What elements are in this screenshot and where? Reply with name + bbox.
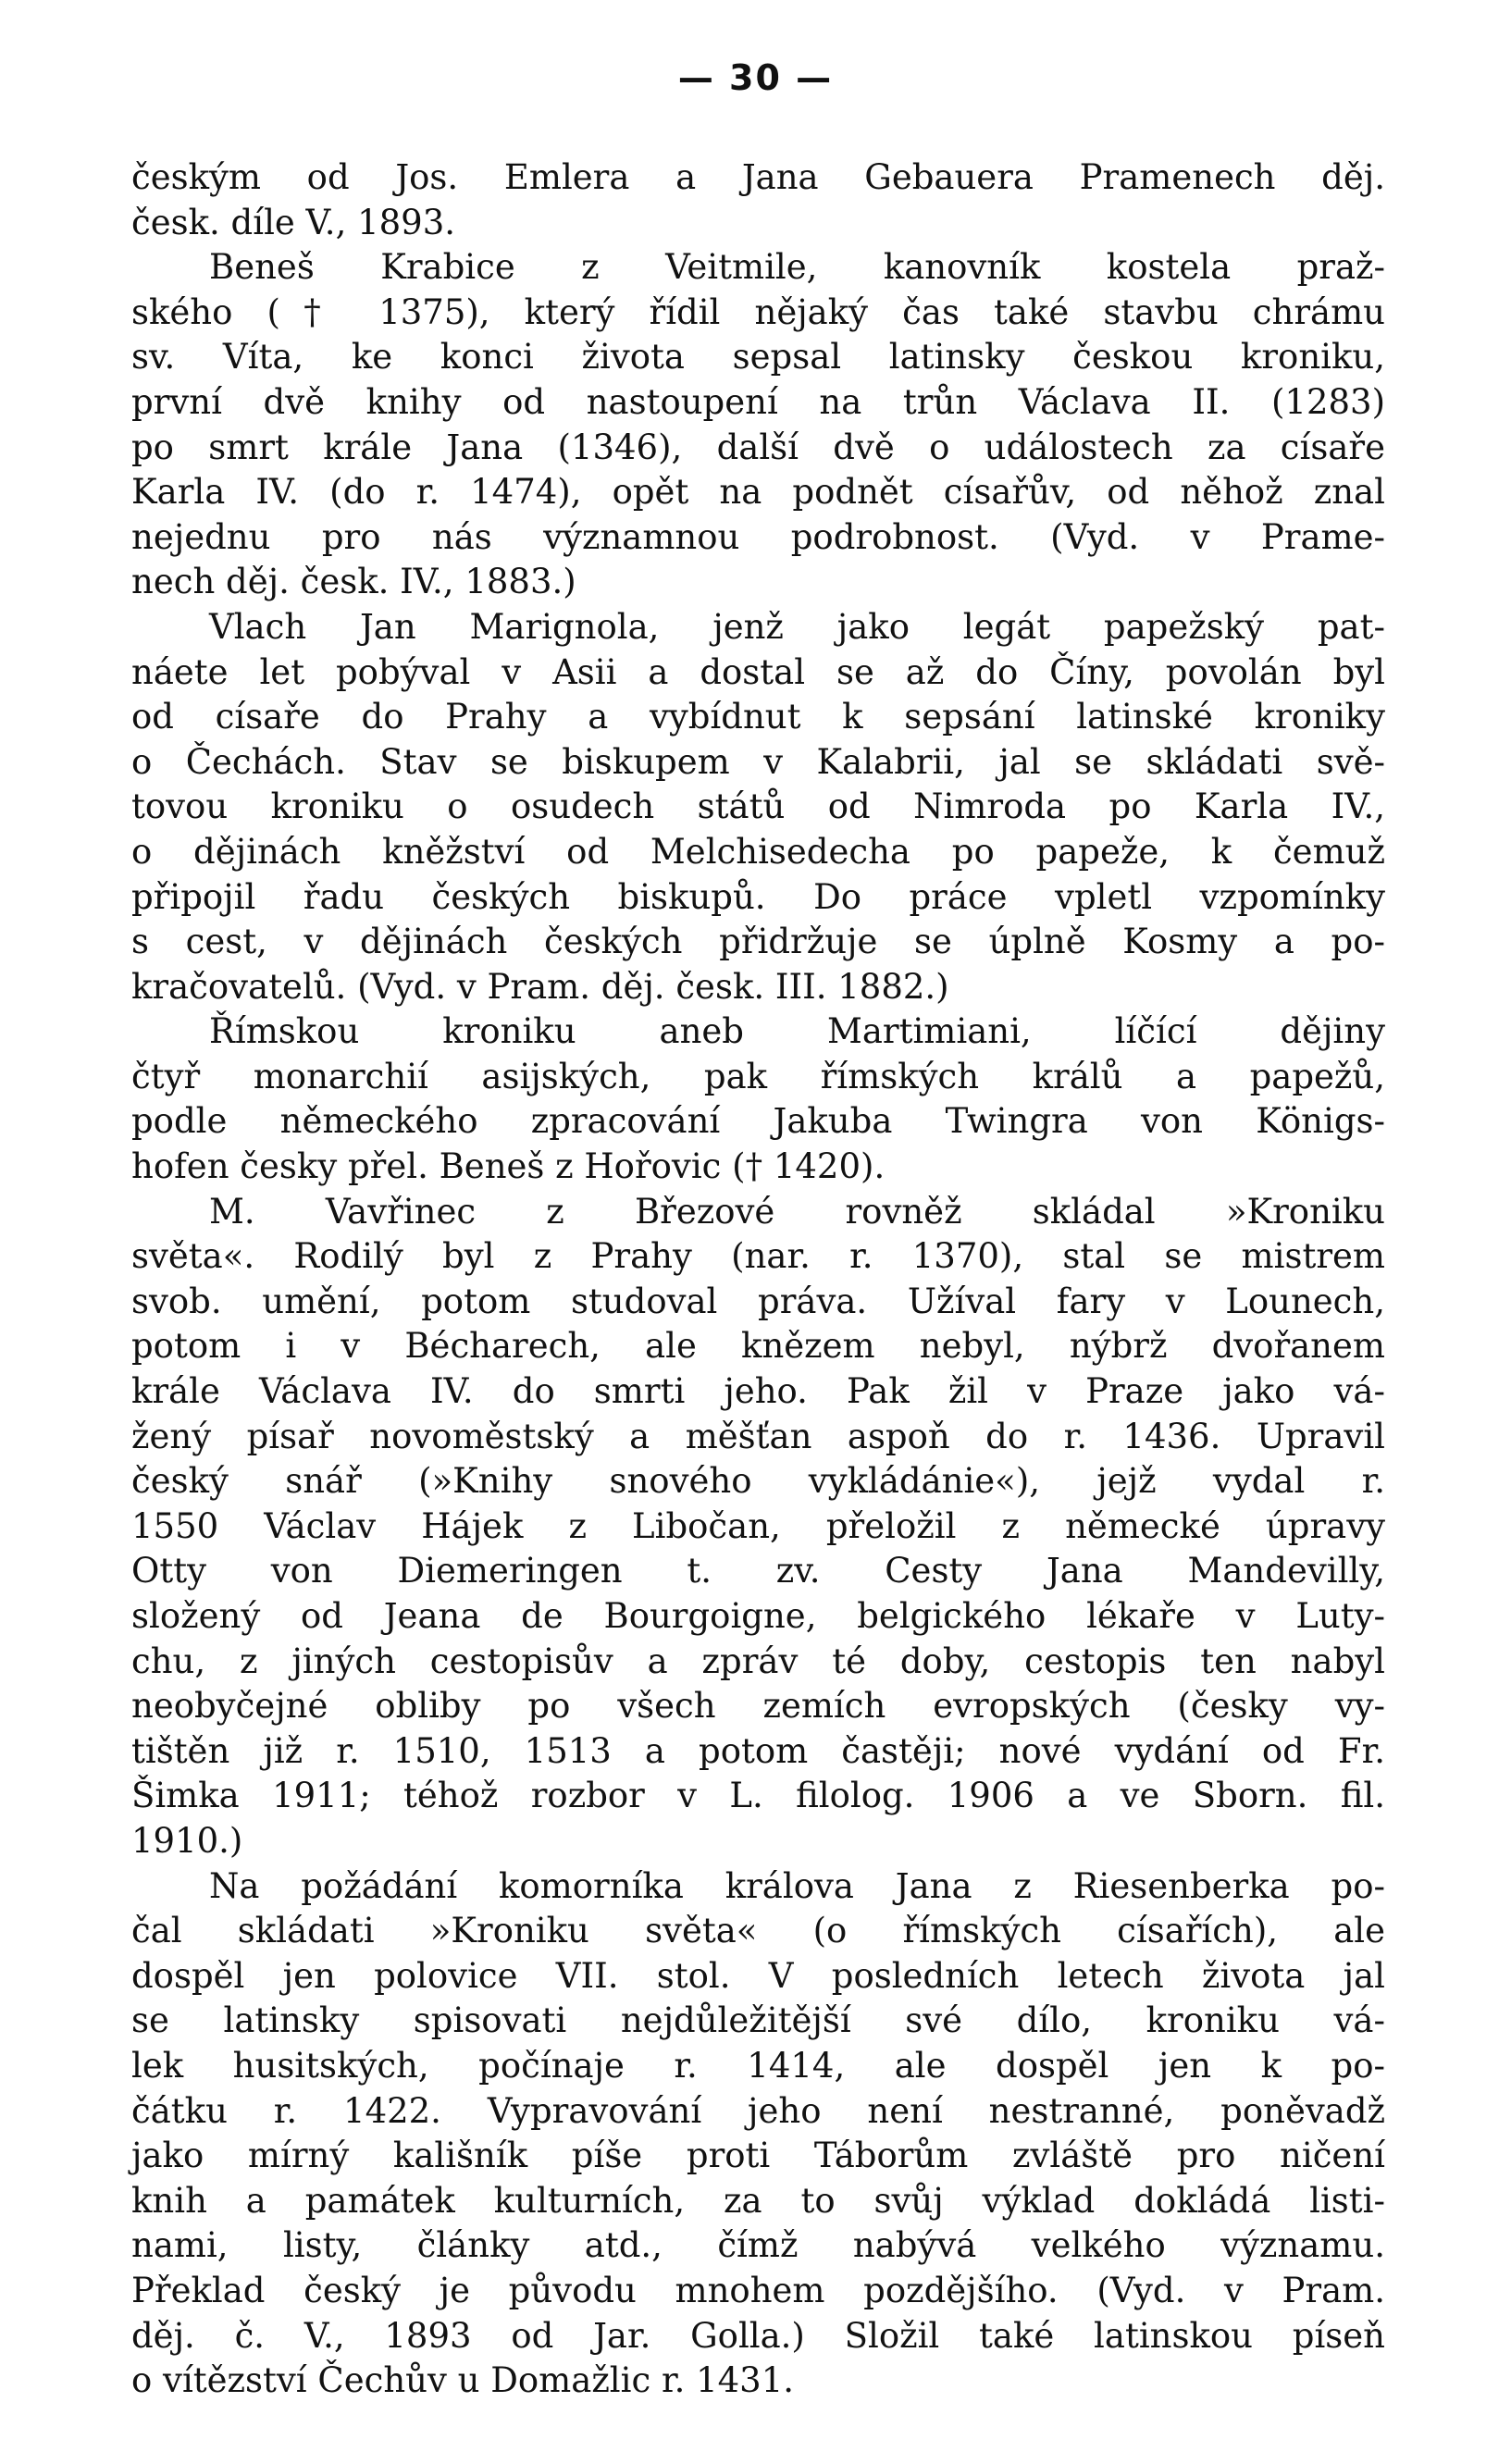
body-text — [131, 155, 1385, 2404]
text-line: první dvě knihy od nastoupení na trůn Václava II. (1283) — [131, 381, 1385, 422]
text-line: o vítězství Čechův u Domažlic r. 1431. — [131, 2360, 795, 2401]
text-line: svob. umění, potom studoval práva. Užíval fary v Lounech, — [131, 1281, 1385, 1321]
text-line: jako mírný kališník píše proti Táborům zvláště pro ničení — [131, 2136, 1385, 2176]
text-line: Šimka 1911; téhož rozbor v L. filolog. 1906 a ve Sborn. fil. — [131, 1776, 1385, 1816]
text-line: Vlach Jan Marignola, jenž jako legát papežský pat- — [209, 606, 1385, 647]
text-line: česk. díle V., 1893. — [131, 202, 456, 242]
text-line: žený písař novoměstský a měšťan aspoň do r. 1436. Upravil — [131, 1416, 1385, 1456]
text-line: Na požádání komorníka králova Jana z Riesenberka po- — [209, 1865, 1385, 1906]
text-line: Římskou kroniku aneb Martimiani, líčící dějiny — [209, 1011, 1385, 1052]
text-line: českým od Jos. Emlera a Jana Gebauera Pramenech děj. — [131, 157, 1385, 197]
text-line: sv. Víta, ke konci života sepsal latinsky českou kroniku, — [131, 337, 1385, 378]
text-line: děj. č. V., 1893 od Jar. Golla.) Složil také latinskou píseň — [131, 2315, 1385, 2356]
text-line: krále Václava IV. do smrti jeho. Pak žil v Praze jako vá- — [131, 1371, 1385, 1412]
text-line: 1550 Václav Hájek z Libočan, přeložil z německé úpravy — [131, 1505, 1385, 1546]
text-line: Karla IV. (do r. 1474), opět na podnět císařův, od něhož znal — [131, 472, 1385, 513]
text-line: čal skládati »Kroniku světa« (o římských císařích), ale — [131, 1911, 1385, 1951]
text-line: o dějinách kněžství od Melchisedecha po papeže, k čemuž — [131, 831, 1385, 872]
text-line: připojil řadu českých biskupů. Do práce vpletl vzpomínky — [131, 876, 1385, 917]
text-line: čtyř monarchií asijských, pak římských králů a papežů, — [131, 1056, 1385, 1096]
page-number: — 30 — — [677, 57, 834, 98]
text-line: čátku r. 1422. Vypravování jeho není nestranné, poněvadž — [131, 2090, 1385, 2131]
text-line: 1910.) — [131, 1820, 243, 1861]
text-line: s cest, v dějinách českých přidržuje se úplně Kosmy a po- — [131, 922, 1385, 962]
text-line: světa«. Rodilý byl z Prahy (nar. r. 1370), stal se mistrem — [131, 1236, 1385, 1277]
text-line: náete let pobýval v Asii a dostal se až do Číny, povolán byl — [131, 651, 1385, 692]
text-line: Beneš Krabice z Veitmile, kanovník kostela praž- — [209, 247, 1385, 288]
text-line: potom i v Bécharech, ale knězem nebyl, nýbrž dvořanem — [131, 1326, 1385, 1367]
text-line: neobyčejné obliby po všech zemích evropských (česky vy- — [131, 1686, 1385, 1727]
text-line: hofen česky přel. Beneš z Hořovic († 1420). — [131, 1146, 886, 1187]
text-line: knih a památek kulturních, za to svůj výklad dokládá listi- — [131, 2180, 1385, 2221]
text-line: chu, z jiných cestopisův a zpráv té doby, cestopis ten nabyl — [131, 1641, 1385, 1681]
text-line: nami, listy, články atd., čímž nabývá velkého významu. — [131, 2225, 1385, 2266]
text-line: po smrt krále Jana (1346), další dvě o událostech za císaře — [131, 427, 1385, 467]
text-line: Otty von Diemeringen t. zv. Cesty Jana Mandevilly, — [131, 1551, 1385, 1591]
text-line: o Čechách. Stav se biskupem v Kalabrii, jal se skládati svě- — [131, 741, 1385, 782]
text-line: dospěl jen polovice VII. stol. V posledních letech života jal — [131, 1955, 1385, 1996]
text-line: od císaře do Prahy a vybídnut k sepsání latinské kroniky — [131, 697, 1385, 737]
text-line: kračovatelů. (Vyd. v Pram. děj. česk. III. 1882.) — [131, 966, 949, 1007]
text-line: se latinsky spisovati nejdůležitější své dílo, kroniku vá- — [131, 2000, 1385, 2041]
text-line: Překlad český je původu mnohem pozdějšího. (Vyd. v Pram. — [131, 2270, 1385, 2310]
text-line: tištěn již r. 1510, 1513 a potom častěji; nové vydání od Fr. — [131, 1730, 1385, 1771]
text-line: lek husitských, počínaje r. 1414, ale dospěl jen k po- — [131, 2045, 1385, 2086]
text-line: M. Vavřinec z Březové rovněž skládal »Kroniku — [209, 1191, 1385, 1232]
text-line: nech děj. česk. IV., 1883.) — [131, 562, 576, 602]
text-line: tovou kroniku o osudech států od Nimroda po Karla IV., — [131, 786, 1385, 827]
text-line: podle německého zpracování Jakuba Twingra von Königs- — [131, 1101, 1385, 1142]
text-line: složený od Jeana de Bourgoigne, belgického lékaře v Luty- — [131, 1596, 1385, 1636]
text-line: nejednu pro nás významnou podrobnost. (Vyd. v Prame- — [131, 516, 1385, 557]
text-line: ského († 1375), který řídil nějaký čas také stavbu chrámu — [131, 291, 1385, 332]
text-line: český snář (»Knihy snového vykládánie«), jejž vydal r. — [131, 1461, 1385, 1502]
